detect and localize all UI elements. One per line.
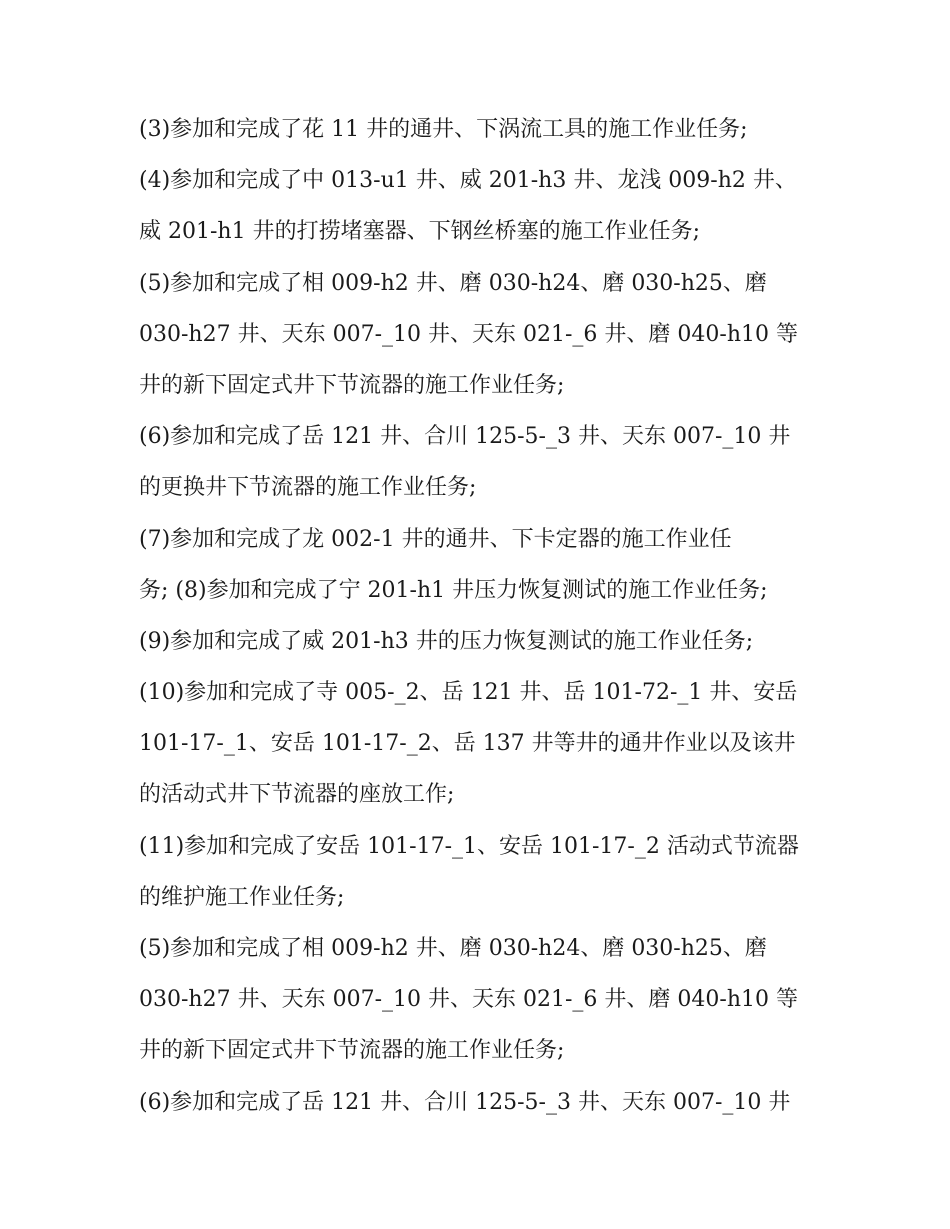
text-line: 务; (8)参加和完成了宁 201-h1 井压力恢复测试的施工作业任务; (139, 577, 768, 603)
text-line: (6)参加和完成了岳 121 井、合川 125-5-_3 井、天东 007-_10 井 (139, 1089, 791, 1115)
text-line: 井的新下固定式井下节流器的施工作业任务; (139, 372, 565, 398)
document-body (139, 104, 829, 1128)
text-line: 井的新下固定式井下节流器的施工作业任务; (139, 1038, 565, 1064)
text-line: (5)参加和完成了相 009-h2 井、磨 030-h24、磨 030-h25、磨 (139, 270, 767, 296)
text-line: 101-17-_1、安岳 101-17-_2、岳 137 井等井的通井作业以及该井 (139, 731, 796, 757)
text-line: 030-h27 井、天东 007-_10 井、天东 021-_6 井、磨 040-h10 等 (139, 987, 798, 1013)
text-line: 的维护施工作业任务; (139, 884, 345, 910)
text-line: 威 201-h1 井的打捞堵塞器、下钢丝桥塞的施工作业任务; (139, 219, 700, 245)
text-line: 的更换井下节流器的施工作业任务; (139, 475, 477, 501)
text-line: 030-h27 井、天东 007-_10 井、天东 021-_6 井、磨 040-h10 等 (139, 321, 798, 347)
text-line: (10)参加和完成了寺 005-_2、岳 121 井、岳 101-72-_1 井、安岳 (139, 680, 798, 706)
text-line: (11)参加和完成了安岳 101-17-_1、安岳 101-17-_2 活动式节流器 (139, 833, 799, 859)
text-line: (6)参加和完成了岳 121 井、合川 125-5-_3 井、天东 007-_10 井 (139, 424, 791, 450)
text-line: (5)参加和完成了相 009-h2 井、磨 030-h24、磨 030-h25、磨 (139, 936, 767, 961)
text-line: (9)参加和完成了威 201-h3 井的压力恢复测试的施工作业任务; (139, 628, 754, 654)
text-line: (7)参加和完成了龙 002-1 井的通井、下卡定器的施工作业任 (139, 526, 732, 552)
text-line: (4)参加和完成了中 013-u1 井、威 201-h3 井、龙浅 009-h2 井、 (139, 168, 797, 194)
text-line: (3)参加和完成了花 11 井的通井、下涡流工具的施工作业任务; (139, 117, 748, 142)
text-line: 的活动式井下节流器的座放工作; (139, 782, 455, 808)
